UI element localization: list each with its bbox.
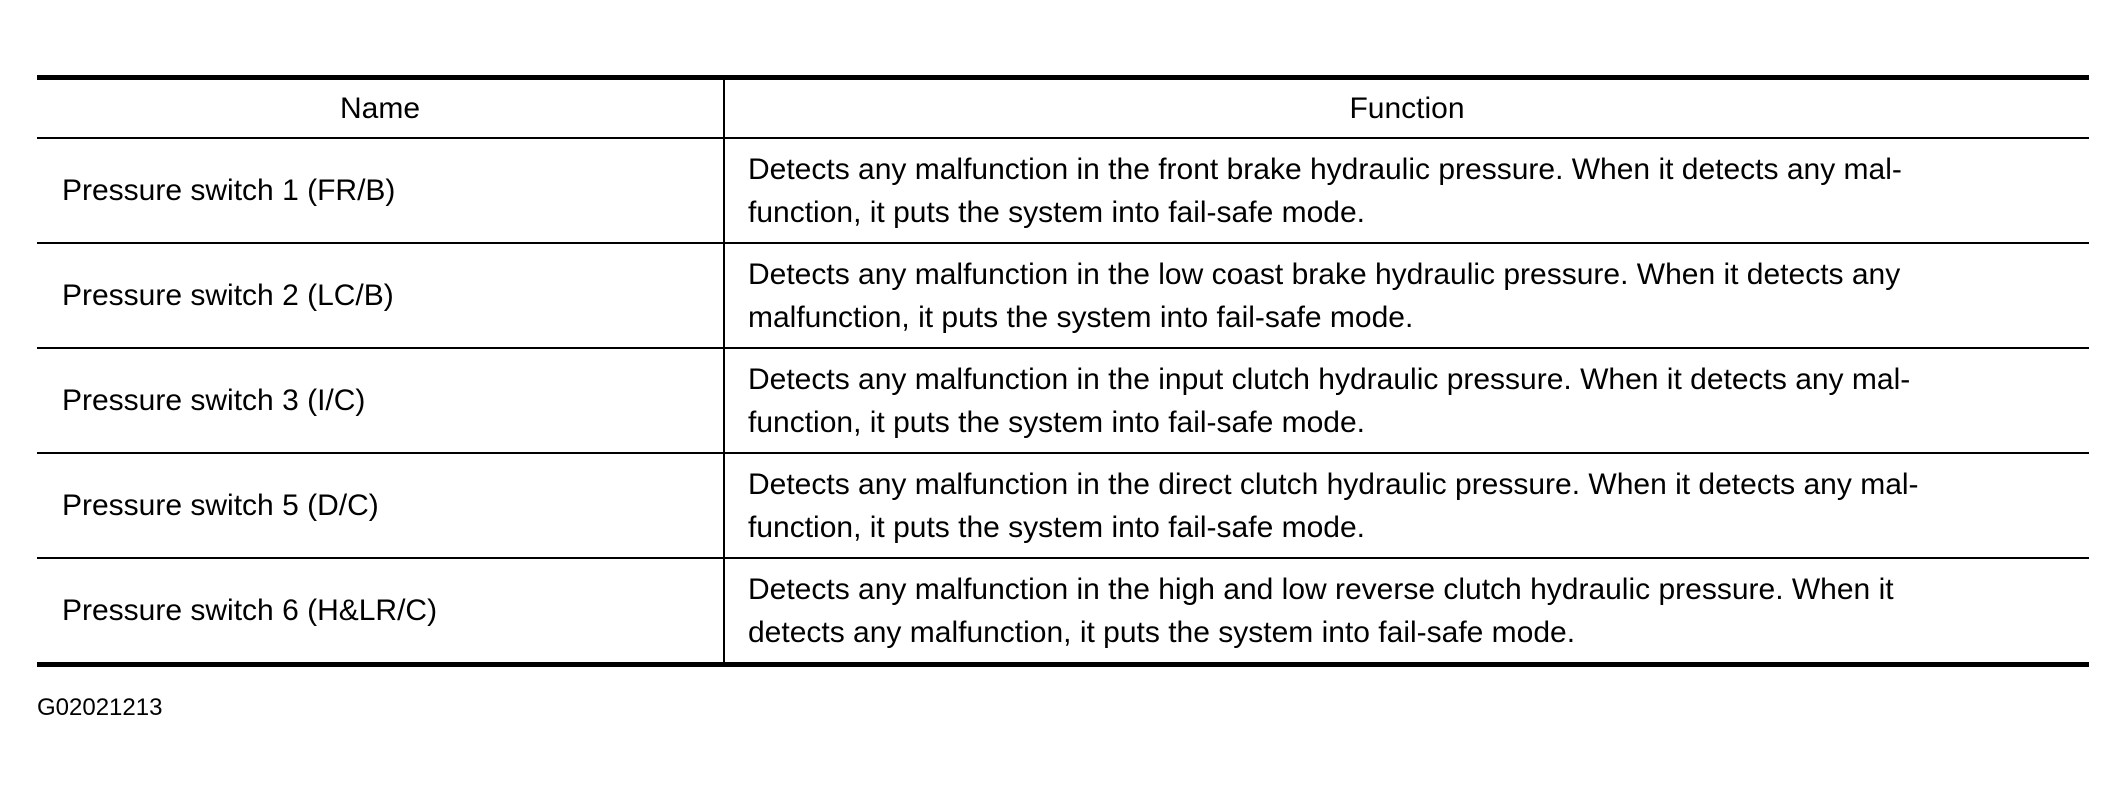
function-text-line: Detects any malfunction in the high and low reverse clutch hydraulic pressure. When it <box>748 572 1894 606</box>
function-text-line: Detects any malfunction in the low coast brake hydraulic pressure. When it detects any <box>748 257 1901 291</box>
function-text-line: Detects any malfunction in the direct clutch hydraulic pressure. When it detects any mal- <box>748 467 1919 501</box>
row-function-cell <box>724 453 2089 558</box>
function-table-container <box>37 75 2089 667</box>
row-name-cell: Pressure switch 6 (H&LR/C) <box>37 558 724 665</box>
function-text-line: detects any malfunction, it puts the system into fail-safe mode. <box>748 615 1576 649</box>
function-text-line: malfunction, it puts the system into fail-safe mode. <box>748 300 1414 334</box>
column-header-name: Name <box>37 78 724 139</box>
row-function-cell <box>724 138 2089 243</box>
row-function-cell <box>724 558 2089 665</box>
table-row <box>37 453 2089 558</box>
column-header-function: Function <box>724 78 2089 139</box>
row-name-cell: Pressure switch 3 (I/C) <box>37 348 724 453</box>
row-function-cell <box>724 348 2089 453</box>
function-text-line: Detects any malfunction in the front brake hydraulic pressure. When it detects any mal- <box>748 152 1902 186</box>
function-text-line: function, it puts the system into fail-safe mode. <box>748 405 1365 439</box>
table-row <box>37 138 2089 243</box>
row-name-cell: Pressure switch 5 (D/C) <box>37 453 724 558</box>
pressure-switch-function-table <box>37 75 2089 667</box>
row-function-cell <box>724 243 2089 348</box>
figure-id-label: G02021213 <box>37 694 163 721</box>
function-text-line: function, it puts the system into fail-safe mode. <box>748 195 1365 229</box>
function-text-line: Detects any malfunction in the input clutch hydraulic pressure. When it detects any mal- <box>748 362 1911 396</box>
table-row <box>37 558 2089 665</box>
table-row <box>37 243 2089 348</box>
table-header-row <box>37 78 2089 139</box>
function-text-line: function, it puts the system into fail-safe mode. <box>748 510 1365 544</box>
table-row <box>37 348 2089 453</box>
row-name-cell: Pressure switch 1 (FR/B) <box>37 138 724 243</box>
row-name-cell: Pressure switch 2 (LC/B) <box>37 243 724 348</box>
